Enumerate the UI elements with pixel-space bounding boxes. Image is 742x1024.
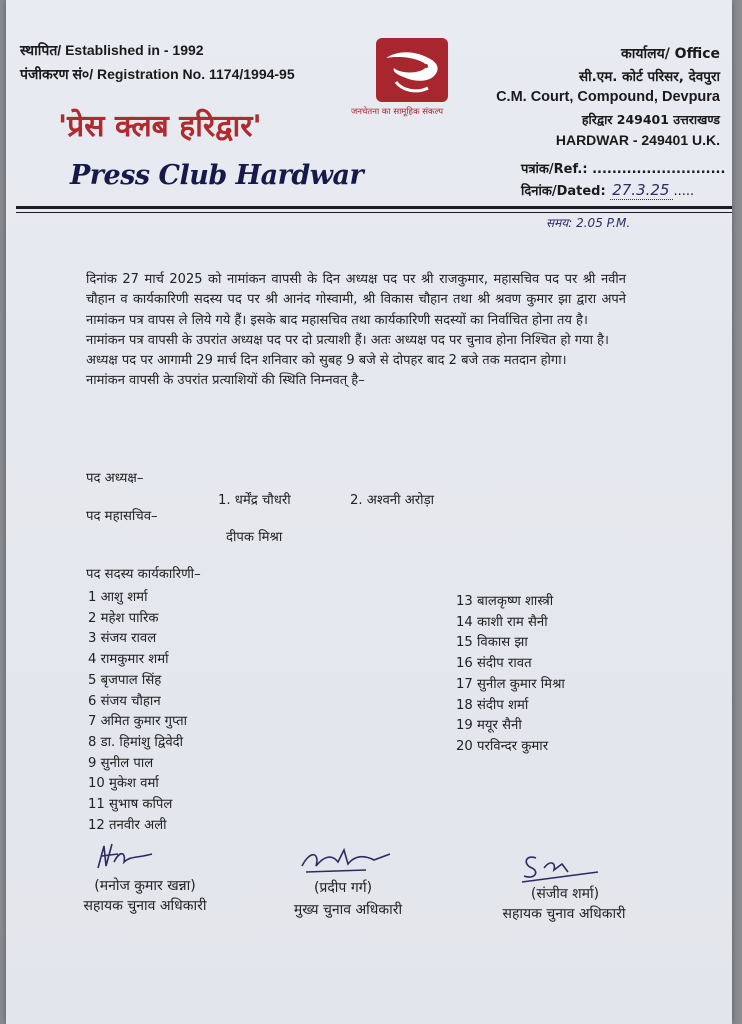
signatory-2-role: मुख्य चुनाव अधिकारी bbox=[293, 902, 403, 918]
club-name-hindi: 'प्रेस क्लब हरिद्वार' bbox=[58, 109, 262, 144]
signatory-3-role: सहायक चुनाव अधिकारी bbox=[502, 906, 626, 922]
registration-line: पंजीकरण सं०/ Registration No. 1174/1994-95 bbox=[20, 66, 295, 82]
notice-para-2: नामांकन पत्र वापसी के उपरांत अध्यक्ष पद पर दो प्रत्याशी हैं। अतः अध्यक्ष पद पर चुनाव होना निश्चित हो गया है। bbox=[86, 332, 609, 348]
address-hindi-line2: हरिद्वार 249401 उत्तराखण्ड bbox=[581, 112, 720, 127]
dated-line: दिनांक/Dated: 27.3.25 ..... bbox=[521, 181, 695, 199]
exec-list-left bbox=[88, 588, 187, 836]
list-item: 20 परविन्दर कुमार bbox=[456, 738, 549, 754]
list-item: 12 तनवीर अली bbox=[88, 817, 167, 833]
club-name-english: Press Club Hardwar bbox=[70, 160, 364, 191]
list-item: 3 संजय रावल bbox=[88, 631, 157, 647]
notice-para-4: नामांकन वापसी के उपरांत प्रत्याशियों की स्थिति निम्नवत् है– bbox=[86, 373, 365, 389]
signature-left bbox=[90, 840, 160, 876]
established-line: स्थापित/ Established in - 1992 bbox=[20, 42, 204, 58]
dated-label: दिनांक/Dated: bbox=[521, 184, 611, 199]
gensec-label: पद महासचिव– bbox=[86, 509, 158, 524]
list-item: 7 अमित कुमार गुप्ता bbox=[88, 714, 188, 730]
exec-label: पद सदस्य कार्यकारिणी– bbox=[86, 567, 201, 582]
signatory-2-name: (प्रदीप गर्ग) bbox=[313, 880, 373, 896]
ref-line: पत्रांक/Ref.: ........................... bbox=[521, 162, 726, 177]
list-item: 16 संदीप रावत bbox=[456, 656, 532, 672]
list-item: 18 संदीप शर्मा bbox=[456, 697, 529, 713]
list-item: 15 विकास झा bbox=[456, 635, 528, 651]
notice-para-3: अध्यक्ष पद पर आगामी 29 मार्च दिन शनिवार को सुबह 9 बजे से दोपहर बाद 2 बजे तक मतदान होगा। bbox=[86, 353, 567, 369]
list-item: 5 बृजपाल सिंह bbox=[88, 672, 162, 688]
list-item: 6 संजय चौहान bbox=[88, 693, 161, 709]
header-rule-thin bbox=[16, 212, 732, 213]
letter-sheet bbox=[6, 0, 732, 1024]
list-item: 14 काशी राम सैनी bbox=[456, 614, 548, 630]
president-candidate-1: 1. धर्मेंद्र चौधरी bbox=[218, 493, 291, 508]
list-item: 13 बालकृष्ण शास्त्री bbox=[456, 594, 554, 609]
address-english: C.M. Court, Compound, Devpura bbox=[496, 89, 720, 105]
quill-bird-icon bbox=[376, 38, 448, 102]
list-item: 2 महेश पारिक bbox=[88, 610, 159, 626]
signatory-3-name: (संजीव शर्मा) bbox=[530, 886, 600, 902]
signature-right bbox=[516, 850, 606, 884]
list-item: 11 सुभाष कपिल bbox=[88, 797, 173, 813]
list-item: 19 मयूर सैनी bbox=[456, 718, 522, 734]
president-candidate-2: 2. अश्वनी अरोड़ा bbox=[350, 493, 435, 508]
list-item: 4 रामकुमार शर्मा bbox=[88, 652, 169, 668]
list-item: 9 सुनील पाल bbox=[88, 755, 154, 771]
list-item: 10 मुकेश वर्मा bbox=[88, 776, 159, 792]
signatory-1-name: (मनोज कुमार खन्ना) bbox=[94, 878, 196, 894]
logo-tagline: जनचेतना का सामूहिक संकल्प bbox=[351, 107, 444, 117]
gensec-candidate: दीपक मिश्रा bbox=[226, 530, 283, 545]
exec-list-right bbox=[456, 592, 565, 758]
address-city: HARDWAR - 249401 U.K. bbox=[555, 132, 720, 148]
list-item: 17 सुनील कुमार मिश्रा bbox=[456, 676, 565, 692]
office-label: कार्यालय/ Office bbox=[620, 46, 720, 62]
signatory-1-role: सहायक चुनाव अधिकारी bbox=[83, 898, 207, 914]
list-item: 1 आशु शर्मा bbox=[88, 590, 148, 605]
notice-paragraph bbox=[86, 270, 626, 392]
notice-para-1: दिनांक 27 मार्च 2025 को नामांकन वापसी के दिन अध्यक्ष पद पर श्री राजकुमार, महासचिव पद पर श्री नवीन चौहान व कार्यकारिणी सदस्य पद पर श्री आनंद गोस्वामी, श्री विकास चौहान तथा श्री श्रवण कुमार झा द्वारा अपने नामांकन पत्र वापस ले लिये गये हैं। इसके बाद महासचिव तथा कार्यकारिणी सदस्यों का निर्वाचित होना तय है। bbox=[86, 272, 626, 328]
header-rule-thick bbox=[16, 206, 732, 209]
dated-value: 27.3.25 bbox=[610, 181, 673, 200]
press-club-logo bbox=[376, 38, 448, 102]
president-label: पद अध्यक्ष– bbox=[86, 471, 144, 486]
time-note: समय: 2.05 P.M. bbox=[546, 216, 631, 230]
signature-center bbox=[296, 844, 396, 878]
address-hindi-line1: सी.एम. कोर्ट परिसर, देवपुरा bbox=[578, 69, 720, 85]
list-item: 8 डा. हिमांशु द्विवेदी bbox=[88, 734, 184, 750]
